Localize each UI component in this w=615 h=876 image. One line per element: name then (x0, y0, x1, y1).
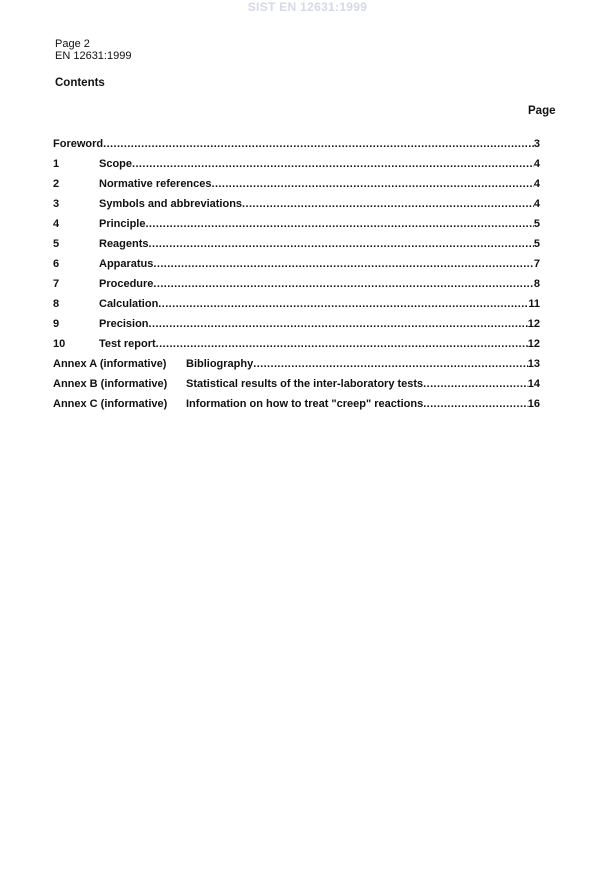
toc-entry[interactable] (53, 198, 540, 218)
toc-entry-number: 3 (53, 198, 60, 210)
toc-entry-title: Apparatus (99, 258, 154, 270)
toc-entry-page: 12 (527, 318, 540, 330)
toc-annex-entry[interactable] (53, 398, 540, 418)
toc-entry-title: Precision (99, 318, 149, 330)
watermark: SIST EN 12631:1999 (247, 0, 368, 14)
toc-annex-entry[interactable] (53, 378, 540, 398)
dot-leader (156, 338, 528, 350)
toc-entry-number: 1 (53, 158, 60, 170)
toc-entry[interactable] (53, 158, 540, 178)
toc-entry[interactable] (53, 258, 540, 278)
dot-leader (242, 198, 534, 210)
toc-entry[interactable] (53, 238, 540, 258)
table-of-contents (53, 138, 540, 418)
toc-entry-number: 2 (53, 178, 60, 190)
toc-entry-foreword[interactable] (53, 138, 540, 158)
toc-entry-page: 11 (528, 298, 540, 310)
toc-entry-title: Scope (99, 158, 133, 170)
toc-entry-number: 8 (53, 298, 60, 310)
toc-entry-page: 14 (527, 378, 540, 390)
toc-entry-page: 5 (533, 238, 540, 250)
dot-leader (153, 258, 533, 270)
dot-leader (145, 218, 533, 230)
page-number: Page 2 (55, 38, 90, 50)
dot-leader (253, 358, 528, 370)
toc-entry-title: Statistical results of the inter-laboratory tests (186, 378, 424, 390)
dot-leader (212, 178, 534, 190)
toc-entry-title: Information on how to treat "creep" reactions (186, 398, 424, 410)
toc-entry[interactable] (53, 178, 540, 198)
toc-entry-number: 6 (53, 258, 60, 270)
toc-entry-page: 8 (533, 278, 540, 290)
toc-entry-page: 13 (527, 358, 540, 370)
toc-entry-title: Symbols and abbreviations (99, 198, 243, 210)
toc-entry[interactable] (53, 318, 540, 338)
toc-entry-title: Foreword (53, 138, 104, 150)
toc-entry-number: 7 (53, 278, 60, 290)
toc-entry-number: 5 (53, 238, 60, 250)
annex-label: Annex C (informative) (53, 398, 168, 410)
toc-entry-page: 7 (533, 258, 540, 270)
dot-leader (158, 298, 528, 310)
toc-entry-page: 4 (533, 158, 540, 170)
toc-entry[interactable] (53, 278, 540, 298)
annex-label: Annex B (informative) (53, 378, 168, 390)
toc-entry-page: 4 (533, 198, 540, 210)
toc-entry-page: 5 (533, 218, 540, 230)
toc-entry-page: 12 (527, 338, 540, 350)
dot-leader (149, 318, 528, 330)
dot-leader (132, 158, 534, 170)
toc-entry[interactable] (53, 338, 540, 358)
toc-entry-title: Bibliography (186, 358, 254, 370)
toc-entry-title: Test report (99, 338, 156, 350)
toc-entry-page: 16 (527, 398, 540, 410)
dot-leader (153, 278, 533, 290)
toc-entry-title: Calculation (99, 298, 159, 310)
page-column-label: Page (528, 105, 556, 117)
contents-heading: Contents (55, 77, 105, 89)
toc-entry[interactable] (53, 298, 540, 318)
toc-entry-number: 10 (53, 338, 66, 350)
toc-entry-title: Principle (99, 218, 146, 230)
document-id: EN 12631:1999 (55, 50, 132, 62)
toc-entry-page: 4 (533, 178, 540, 190)
dot-leader (103, 138, 534, 150)
page-header (55, 38, 131, 62)
toc-entry-number: 9 (53, 318, 60, 330)
dot-leader (423, 398, 528, 410)
dot-leader (149, 238, 534, 250)
toc-entry[interactable] (53, 218, 540, 238)
toc-entry-page: 3 (533, 138, 540, 150)
dot-leader (423, 378, 528, 390)
annex-label: Annex A (informative) (53, 358, 167, 370)
toc-entry-title: Reagents (99, 238, 149, 250)
toc-entry-title: Normative references (99, 178, 212, 190)
toc-entry-number: 4 (53, 218, 60, 230)
toc-annex-entry[interactable] (53, 358, 540, 378)
toc-entry-title: Procedure (99, 278, 154, 290)
